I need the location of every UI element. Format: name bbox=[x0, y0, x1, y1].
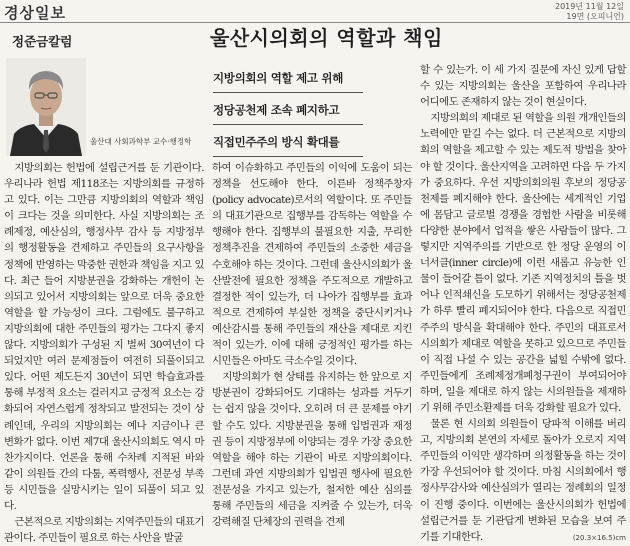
paragraph: 물론 현 시의회 의원들이 당파적 이해를 버리고, 지방의회 본연의 자세로 돌아가 오로지 지역주민들의 이익만 생각하며 의정활동을 하는 것이 가장 우선되어야 할 것이다. 마침 시의회에서 행정사무감사와 예산심의가 열리는 정례회의 일정이 진행 중이다. 이번에는 울산시의회가 헌법에 설립근거를 둔 기관답게 변화된 모습을 보여 주기를 기대한다. bbox=[420, 418, 626, 543]
article-headline: 울산시의회의 역할과 책임 bbox=[210, 26, 443, 50]
paragraph: 할 수 있는가. 이 세 가지 질문에 자신 있게 답할 수 있는 지방의회는 울산을 포함하여 우리나라 어디에도 존재하지 않는 것이 현실이다. bbox=[420, 64, 626, 109]
column-label: 정준금칼럼 bbox=[12, 34, 73, 49]
paragraph: 지방의회의 제대로 된 역할을 의원 개개인들의 노력에만 맡길 수는 없다. 더 근본적으로 지방의회의 역할을 제고할 수 있는 제도적 방법을 찾아야 할 것이다. 울산지역을 고려하면 다음 두 가지가 중요하다. 우선 지방의회의원 후보의 정당공천제를 폐지해야 한다. 울산에는 세계적인 기업에 몸담고 글로벌 경쟁을 경험한 사람을 비롯해 다양한 분야에서 업적을 쌓은 사람들이 많다. 그렇지만 지역주의를 기반으로 한 정당 운영의 이너서클(inner circle)에 이런 새롭고 유능한 인물이 들어갈 틈이 없다. 기존 지역정치의 틀을 벗어나 인적쇄신을 도모하기 위해서는 정당공천제가 하루 빨리 폐지되어야 한다. 다음으로 직접민주주의 방식을 확대해야 한다. 주민의 대표로서 시의회가 제대로 역할을 못하고 있으므로 주민들이 직접 나설 수 있는 공간을 넓힐 수밖에 없다. 주민들에게 조례제정개폐청구권이 부여되어야 하며, 일을 제대로 하지 않는 시의원들을 제재하기 위해 주민소환제를 더욱 강화할 필요가 있다. bbox=[420, 112, 626, 414]
article-column-1 bbox=[4, 160, 204, 544]
article-column-2 bbox=[212, 160, 412, 544]
page-info: 19면 (오피니언) bbox=[566, 12, 624, 21]
author-portrait-image bbox=[6, 58, 86, 156]
author-photo bbox=[6, 58, 86, 156]
subheads bbox=[213, 65, 363, 157]
dateline bbox=[555, 2, 624, 22]
newspaper-masthead: 경상일보 bbox=[4, 4, 66, 22]
publication-date: 2019년 11월 12일 bbox=[555, 2, 624, 11]
paragraph: 하여 이슈화하고 주민들의 이익에 도움이 되는 정책을 선도해야 한다. 이른바 정책주창자(policy advocate)로서의 역할이다. 또 주민들의 대표기관으로 집행부를 감독하는 역할을 수행해야 한다. 집행부의 불필요한 지출, 무리한 정책추진을 견제하여 주민들의 소중한 세금을 수호해야 하는 것이다. 그런데 울산시의회가 울산발전에 필요한 정책을 주도적으로 개발하고 결정한 적이 있는가, 더 나아가 집행부를 효과적으로 견제하여 부실한 정책을 중단시키거나 예산감시를 통해 주민들의 재산을 제대로 지킨 적이 있는가. 이에 대해 긍정적인 평가를 하는 시민들은 아마도 극소수일 것이다. bbox=[212, 162, 412, 368]
article-size-note: (20.3×16.5)cm bbox=[572, 534, 626, 542]
paragraph: 근본적으로 지방의회는 지역주민들의 대표기관이다. 주민들이 필요로 하는 사안을 발굴 bbox=[4, 516, 205, 545]
paragraph: 지방의회가 현 상태를 유지하는 한 앞으로 지방분권이 강화되어도 기대하는 성과를 거두기는 쉽지 않을 것이다. 오히려 더 큰 문제를 야기할 수도 있다. 지방분권을 통해 입법권과 재정권 등이 지방정부에 이양되는 경우 가장 중요한 역할을 해야 하는 기관이 바로 지방의회이다. 그런데 과연 지방의회가 입법권 행사에 필요한 전문성을 가지고 있는가, 철저한 예산 심의를 통해 주민들의 세금을 지켜줄 수 있는가, 더욱 강력해질 단체장의 권력을 견제 bbox=[212, 371, 412, 529]
paragraph: 지방의회는 헌법에 설립근거를 둔 기관이다. 우리나라 헌법 제118조는 지방의회를 규정하고 있다. 이는 그만큼 지방의회의 역할과 책임이 크다는 것을 의미한다. 사실 지방의회는 조례제정, 예산심의, 행정사무 감사 등 지방정부의 행정활동을 견제하고 주민들의 요구사항을 정책에 반영하는 막중한 권한과 책임을 지고 있다. 최근 들어 지방분권을 강화하는 개헌이 논의되고 있어서 지방의회는 앞으로 더욱 중요한 역할을 할 가능성이 크다. 그럼에도 불구하고 지방의회에 대한 주민들의 평가는 그다지 좋지 않다. 지방의회가 구성된 지 벌써 30여년이 다되었지만 여러 문제점들이 여전히 되풀이되고 있다. 어떤 제도든지 30년이 되면 학습효과를 통해 부정적 요소는 걸러지고 긍정적 요소는 강화되어 자연스럽게 정착되고 발전되는 것이 상례인데, 우리의 지방의회는 예나 지금이나 큰 변화가 없다. 이번 제7대 울산시의회도 역시 마찬가지이다. 언론을 통해 수차례 지적된 바와 같이 의원들 간의 다툼, 폭력행사, 전문성 부족 등 시민들을 실망시키는 일이 되풀이 되고 있다. bbox=[4, 162, 204, 512]
author-caption: 울산대 사회과학부 교수·행정학 bbox=[90, 137, 192, 146]
subhead-1: 지방의회의 역할 제고 위해 bbox=[213, 65, 363, 93]
subhead-2: 정당공천제 조속 폐지하고 bbox=[213, 97, 363, 125]
subhead-3: 직접민주주의 방식 확대를 bbox=[213, 129, 363, 157]
